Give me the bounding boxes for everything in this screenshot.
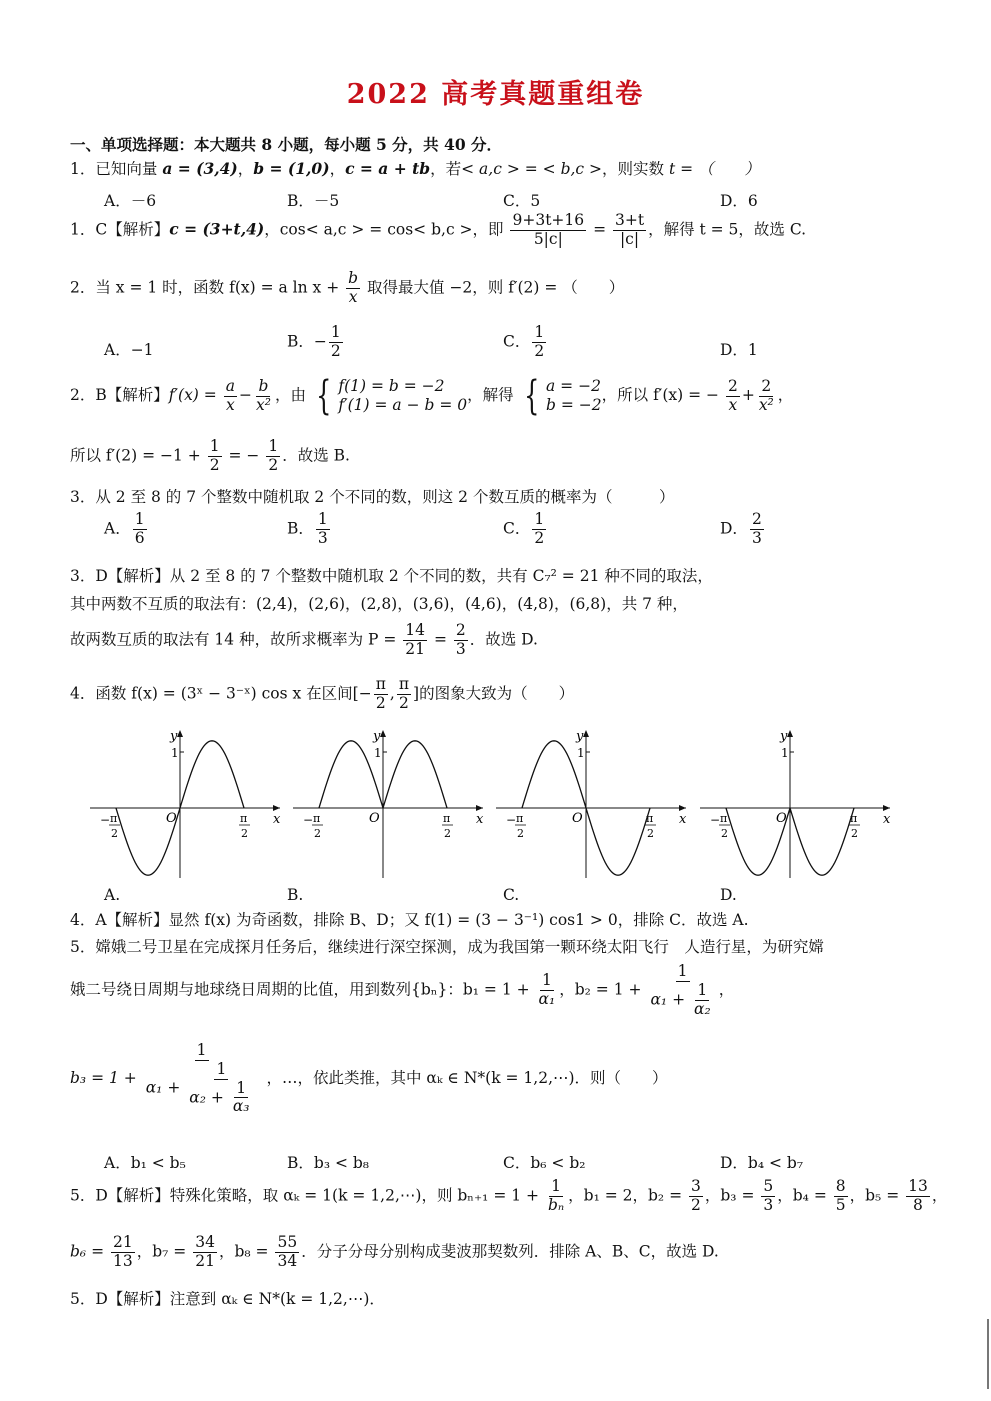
y-axis-arrow xyxy=(177,730,183,737)
q4-solution: 4．A【解析】显然 f(x) 为奇函数，排除 B、D；又 f(1) = (3 − 3⁻¹) cos1 > 0，排除 C．故选 A. xyxy=(70,911,749,929)
q5-solution-line3: 5．D【解析】注意到 αₖ ∈ N*(k = 1,2,⋯)． xyxy=(70,1290,385,1308)
pos-two-label: 2 xyxy=(851,827,858,840)
graph-label-d: D. xyxy=(720,886,737,904)
neg-two-label: 2 xyxy=(721,827,728,840)
question-4-stem: 4．函数 f(x) = (3ˣ − 3⁻ˣ) cos x 在区间[− $\frac{\pi}{2}$ , $\frac{\pi}{2}$ ]的图象大致为（ ） xyxy=(70,675,575,712)
neg-two-label: 2 xyxy=(517,827,524,840)
x-axis-label: x xyxy=(273,812,281,827)
tick-label-1: 1 xyxy=(374,746,382,760)
q2-option-a: A．−1 xyxy=(104,341,154,359)
graph-a xyxy=(85,726,290,886)
x-axis-arrow xyxy=(679,805,686,811)
graph-label-b: B. xyxy=(287,886,304,904)
q3-solution-line2: 其中两数不互质的取法有：(2,4)，(2,6)，(2,8)，(3,6)，(4,6)，(4,8)，(6,8)，共 7 种， xyxy=(70,595,688,613)
x-axis-arrow xyxy=(883,805,890,811)
q3-option-a: A． $\frac{1}{6}$ xyxy=(104,510,145,547)
y-axis-label: y xyxy=(170,729,178,744)
neg-minus: − xyxy=(506,813,517,827)
q1-option-d: D．6 xyxy=(720,192,758,210)
q2-solution-line2: 所以 f′(2) = −1 + $\frac{1}{2}$ = − $\frac{1}{2}$ ．故选 B. xyxy=(70,437,350,474)
q5-solution-line1: 5．D【解析】特殊化策略，取 αₖ = 1(k = 1,2,⋯)，则 bₙ₊₁ = 1 + $\frac{1}{\text{bₙ}}$ ，b₁ = 2，b₂ = $\frac{3}{2}$ ，b₃ = $\frac{5}{3}$ ，b₄ = $\frac{8}{5}$ ，b₅ = $\frac{13}{8}$ ， xyxy=(70,1177,948,1214)
q5-solution-line2: b₆ = $\frac{21}{13}$ ，b₇ = $\frac{34}{21}$ ，b₈ = $\frac{55}{34}$ ．分子分母分别构成斐波那契数列．排除 A、B、C，故选 D. xyxy=(70,1233,719,1270)
q1-option-c: C．5 xyxy=(503,192,541,210)
pos-pi-label: π xyxy=(850,812,858,825)
neg-two-label: 2 xyxy=(314,827,321,840)
y-axis-arrow xyxy=(380,730,386,737)
origin-label: O xyxy=(572,811,583,826)
neg-minus: − xyxy=(100,813,111,827)
pos-two-label: 2 xyxy=(444,827,451,840)
y-axis-arrow xyxy=(583,730,589,737)
question-5-stem-line3: b₃ = 1 + 1 α₁ + 1 α₂ + $\frac{1}{\text{α₃}}$ ，…，依此类推，其中 αₖ ∈ N*(k = 1,2,⋯)．则（ ） xyxy=(70,1041,668,1116)
q5-option-b: B．b₃ < b₈ xyxy=(287,1154,370,1172)
q3-option-c: C． $\frac{1}{2}$ xyxy=(503,510,545,547)
pos-pi-label: π xyxy=(443,812,451,825)
section-header: 一、单项选择题：本大题共 8 小题，每小题 5 分，共 40 分． xyxy=(70,135,503,154)
pos-two-label: 2 xyxy=(241,827,248,840)
q2-option-d: D．1 xyxy=(720,341,758,359)
page-edge-mark xyxy=(987,1319,989,1389)
y-axis-label: y xyxy=(576,729,584,744)
question-3-stem: 3．从 2 至 8 的 7 个整数中随机取 2 个不同的数，则这 2 个数互质的概率为（ ） xyxy=(70,488,675,506)
x-axis-arrow xyxy=(273,805,280,811)
pos-pi-label: π xyxy=(646,812,654,825)
pos-two-label: 2 xyxy=(647,827,654,840)
page-title: 2022 高考真题重组卷 xyxy=(346,79,645,110)
q5-option-c: C．b₆ < b₂ xyxy=(503,1154,586,1172)
q3-option-b: B． $\frac{1}{3}$ xyxy=(287,510,328,547)
q2-option-c: C． $\frac{1}{2}$ xyxy=(503,323,545,360)
q4-graphs xyxy=(85,726,915,886)
graph-b xyxy=(288,726,493,886)
question-2-stem: 2．当 x = 1 时，函数 f(x) = a ln x + $\frac{b}{x}$ 取得最大值 −2，则 f′(2) = （ ） xyxy=(70,269,625,306)
neg-two-label: 2 xyxy=(111,827,118,840)
neg-pi-label: π xyxy=(720,812,728,825)
neg-pi-label: π xyxy=(110,812,118,825)
x-axis-label: x xyxy=(883,812,891,827)
q3-solution-line3: 故两数互质的取法有 14 种，故所求概率为 P = $\frac{14}{21}$ = $\frac{2}{3}$ ．故选 D. xyxy=(70,621,538,658)
neg-pi-label: π xyxy=(516,812,524,825)
q1-option-b: B．－5 xyxy=(287,192,340,210)
neg-minus: − xyxy=(710,813,721,827)
tick-label-1: 1 xyxy=(781,746,789,760)
x-axis-label: x xyxy=(476,812,484,827)
neg-minus: − xyxy=(303,813,314,827)
question-1-stem: 1．已知向量 a = (3,4)，b = (1,0)，c = a + tb，若< a,c > = < b,c >，则实数 t = （ ） xyxy=(70,159,761,178)
graph-label-a: A. xyxy=(104,886,121,904)
y-axis-label: y xyxy=(373,729,381,744)
question-5-stem-line1: 5．嫦娥二号卫星在完成探月任务后，继续进行深空探测，成为我国第一颗环绕太阳飞行 人造行星，为研究嫦 xyxy=(70,938,824,956)
q3-option-d: D． $\frac{2}{3}$ xyxy=(720,510,762,547)
q5-option-d: D．b₄ < b₇ xyxy=(720,1154,804,1172)
graph-label-c: C. xyxy=(503,886,520,904)
origin-label: O xyxy=(166,811,177,826)
x-axis-label: x xyxy=(679,812,687,827)
q1-solution: 1．C【解析】c = (3+t,4)，cos< a,c > = cos< b,c >，即 $\frac{9+3t+16}{5|c|}$ = $\frac{3+t}{|c|}$ ，解得 t = 5，故选 C. xyxy=(70,211,807,248)
graph-c xyxy=(491,726,696,886)
origin-label: O xyxy=(369,811,380,826)
pos-pi-label: π xyxy=(240,812,248,825)
neg-pi-label: π xyxy=(313,812,321,825)
q3-solution-line1: 3．D【解析】从 2 至 8 的 7 个整数中随机取 2 个不同的数，共有 C₇² = 21 种不同的取法， xyxy=(70,567,713,585)
q2-solution: 2．B【解析】f′(x) = $\frac{a}{x}$ − $\frac{b}{\text{x²}}$ ，由 { f(1) = b = −2 f′(1) = a − b = 0 ，解得 { a = −2 b = −2 ，所以 f′(x) = − $\frac{2}{x}$ + $\frac{2}{\text{x²}}$ ， xyxy=(70,373,794,419)
tick-label-1: 1 xyxy=(577,746,585,760)
tick-label-1: 1 xyxy=(171,746,179,760)
question-5-stem-line2: 娥二号绕日周期与地球绕日周期的比值，用到数列{bₙ}：b₁ = 1 + $\frac{1}{\text{α₁}}$ ，b₂ = 1 + 1 α₁ + $\frac{1}{\text{α₂}}$ ， xyxy=(70,962,735,1018)
q5-option-a: A．b₁ < b₅ xyxy=(104,1154,186,1172)
q1-option-a: A．－6 xyxy=(104,192,157,210)
y-axis-label: y xyxy=(780,729,788,744)
graph-d xyxy=(695,726,900,886)
y-axis-arrow xyxy=(787,730,793,737)
origin-label: O xyxy=(776,811,787,826)
q2-option-b: B．− $\frac{1}{2}$ xyxy=(287,323,341,360)
x-axis-arrow xyxy=(476,805,483,811)
